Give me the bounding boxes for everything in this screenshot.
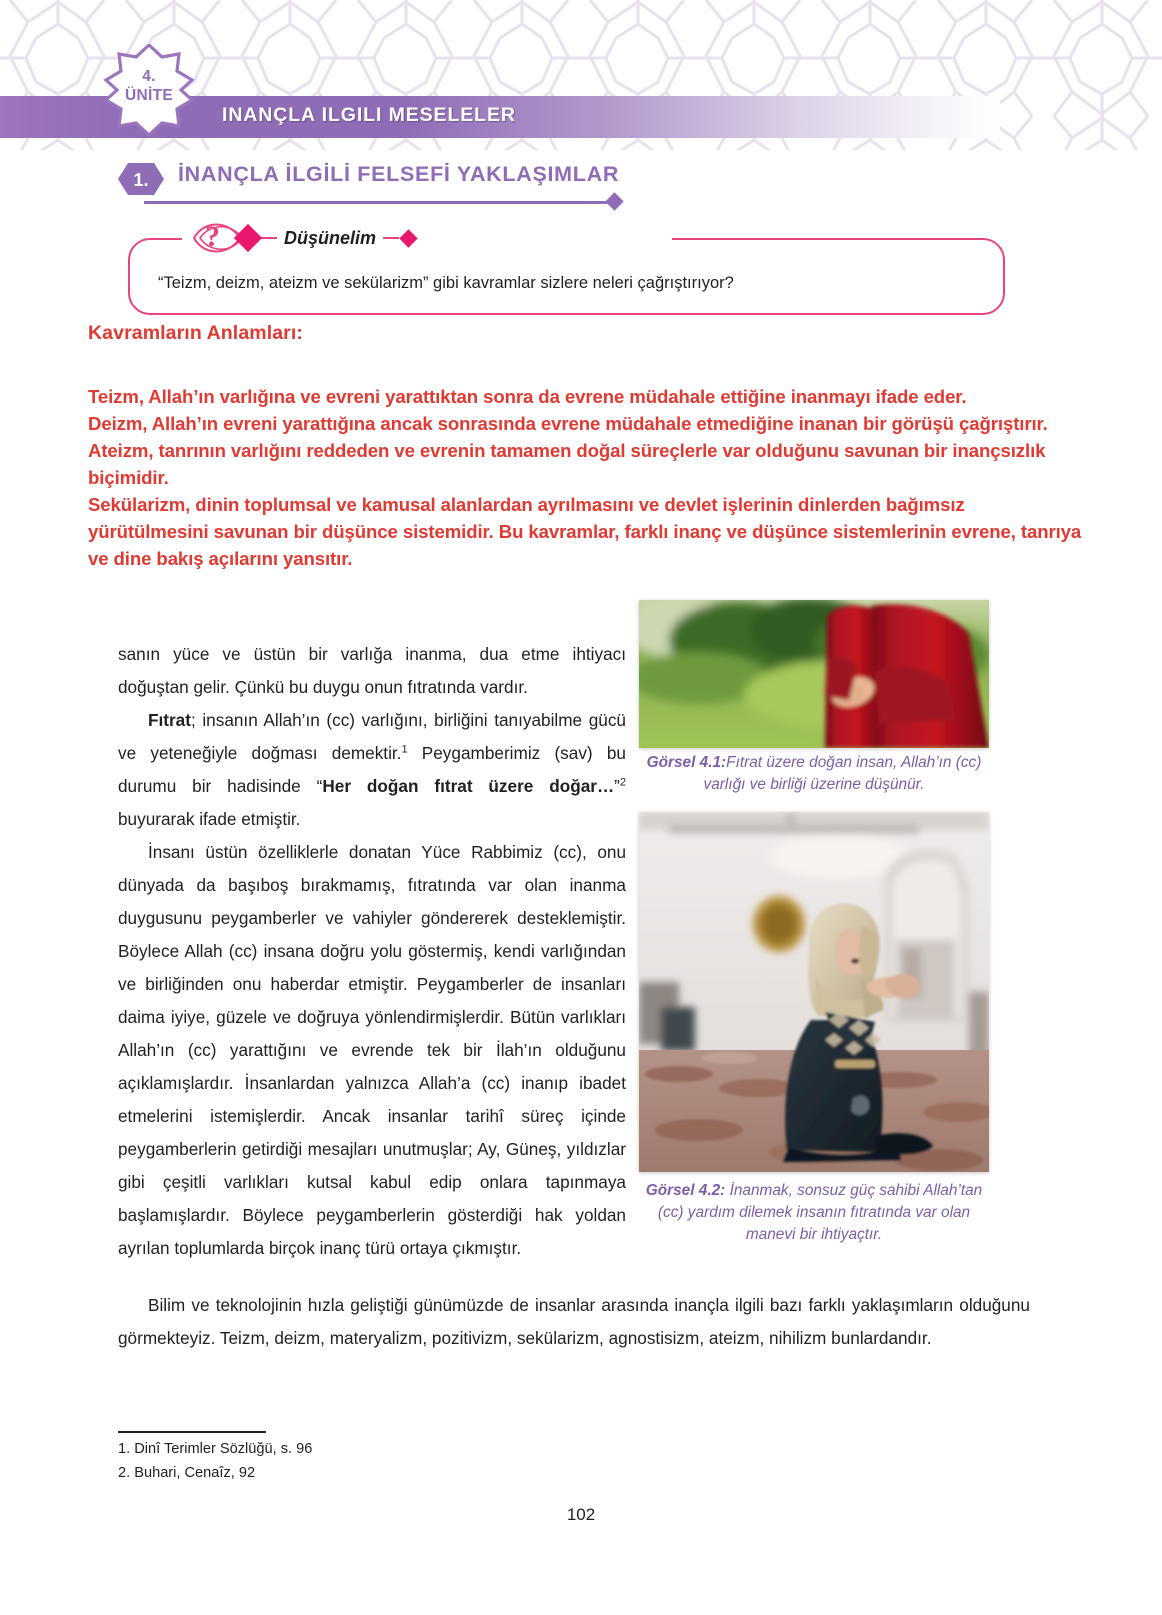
footnote-item-1: 1. Dinî Terimler Sözlüğü, s. 96 [118, 1441, 313, 1457]
hadith-quote: Her doğan fıtrat üzere doğar… [322, 776, 615, 797]
footnote-ref-1: 1 [401, 743, 408, 756]
label-diamond-right [399, 229, 417, 247]
unit-star-badge [103, 44, 195, 136]
figure-caption-text-2: İnanmak, sonsuz güç sahibi Allah’tan (cc) yardım dilemek insanın fıtratında var olan manevi bir ihtiyaçtır. [657, 1182, 983, 1243]
figure-image-2 [639, 812, 989, 1172]
section-title: İNANÇLA İLGİLİ FELSEFİ YAKLAŞIMLAR [178, 162, 620, 186]
annotation-body [88, 383, 1088, 572]
footnote-ref-2: 2 [619, 776, 627, 789]
annotation-paragraph-ateizm: Ateizm, tanrının varlığını reddeden ve evrenin tamamen doğal süreçlerle var olduğunu savunan bir inançsızlık biçimidir. [88, 440, 1046, 489]
section-number: 1. [133, 170, 149, 190]
section-number-badge [118, 163, 164, 195]
label-dash-right [383, 237, 399, 240]
annotation-paragraph-sekularizm: Sekülarizm, dinin toplumsal ve kamusal alanlardan ayrılmasını ve devlet işlerinin dinlerden bağımsız yürütülmesini savunan bir düşünce sistemidir. Bu kavramlar, farklı inanç ve düşünce sistemlerinin evrene, tanrıya ve dine bakış açılarını yansıtır. [88, 494, 1082, 570]
footnote-list [118, 1438, 618, 1485]
quote-close: ” [614, 776, 620, 797]
annotation-overlay [88, 322, 1088, 578]
think-question-text: “Teizm, deizm, ateizm ve sekülarizm” gibi kavramlar sizlere neleri çağrıştırıyor? [158, 274, 734, 292]
unit-badge-label: 4. ÜNİTE [125, 68, 173, 104]
paragraph-long: İnsanı üstün özelliklerle donatan Yüce Rabbimiz (cc), onu dünyada da başıboş bırakmamış, fıtratında var olan inanma duygusunu peygamberler ve vahiyler göndererek desteklemiştir. Böylece Allah (cc) insana doğru yolu göstermiş, kendi varlığından ve birliğinden onu haberdar etmiştir. Peygamberler de insanları daima iyiye, güzele ve doğruya yönlendirmişlerdir. Bütün varlıkları Allah’ın (cc) yarattığını ve evrende tek bir İlah’ın olduğunu açıklamışlardır. İnsanlardan yalnızca Allah’a (cc) inanıp ibadet etmelerini istemişlerdir. Ancak insanlar tarihî süreç içinde peygamberlerin getirdiği mesajları unutmuşlar; Ay, Güneş, yıldızlar gibi çeşitli varlıkları kutsal kabul edip onlara tapınmaya başlamışlardır. Böylece peygamberlerin gösterdiği hak yoldan ayrılan toplumlarda birçok inanç türü ortaya çıkmıştır. [118, 842, 626, 1259]
figure-caption-1 [638, 752, 990, 796]
annotation-heading: Kavramların Anlamları: [88, 322, 303, 344]
question-mark-glyph: ? [205, 220, 220, 253]
footnote-item-2: 2. Buhari, Cenaîz, 92 [118, 1464, 256, 1481]
fitrat-text-a: ; insanın Allah’ın (cc) varlığını, birliğini tanıyabilme gücü ve yeteneğiyle doğması demektir. [118, 710, 626, 764]
figure-label-1: Görsel 4.1: [646, 754, 727, 771]
body-column-left [118, 638, 626, 1265]
figure-label-2: Görsel 4.2: [645, 1182, 726, 1199]
unit-banner-title: INANÇLA ILGILI MESELELER [222, 104, 516, 126]
paragraph-bottom-text: Bilim ve teknolojinin hızla geliştiği günümüzde de insanlar arasında inançla ilgili bazı farklı yaklaşımların olduğunu görmekteyiz. Teizm, deizm, materyalizm, pozitivizm, sekülarizm, agnostisizm, ateizm, nihilizm bunlardandır. [118, 1295, 1030, 1349]
annotation-paragraph-deizm: Deizm, Allah’ın evreni yarattığına ancak sonrasında evrene müdahale etmediğine inanan bir görüşü çağrıştırır. [88, 413, 1048, 435]
section-underline [144, 201, 614, 204]
think-label-group [190, 218, 415, 258]
annotation-paragraph-teizm: Teizm, Allah’ın varlığına ve evreni yarattıktan sonra da evrene müdahale ettiğine inanmayı ifade eder. [88, 386, 967, 407]
paragraph-cut: sanın yüce ve üstün bir varlığa inanma, dua etme ihtiyacı doğuştan gelir. Çünkü bu duygu onun fıtratında vardır. [118, 644, 626, 698]
label-dash-left [261, 237, 277, 240]
term-fitrat: Fıtrat [148, 710, 191, 731]
page-number: 102 [566, 1505, 596, 1524]
figure-image-1 [639, 600, 989, 748]
fitrat-text-c: buyurarak ifade etmiştir. [118, 809, 301, 830]
figure-caption-text-1: Fıtrat üzere doğan insan, Allah’ın (cc) varlığı ve birliği üzerine düşünür. [703, 754, 982, 793]
think-label: Düşünelim [284, 227, 377, 248]
fitrat-text-b: Peygamberimiz (sav) bu durumu bir hadisinde “ [118, 743, 626, 797]
section-heading [118, 160, 758, 208]
figure-caption-2 [638, 1180, 990, 1246]
paragraph-bottom [118, 1289, 1030, 1355]
paragraph-fitrat [118, 704, 626, 836]
section-underline-diamond [605, 192, 623, 210]
footnote-rule [118, 1431, 266, 1433]
